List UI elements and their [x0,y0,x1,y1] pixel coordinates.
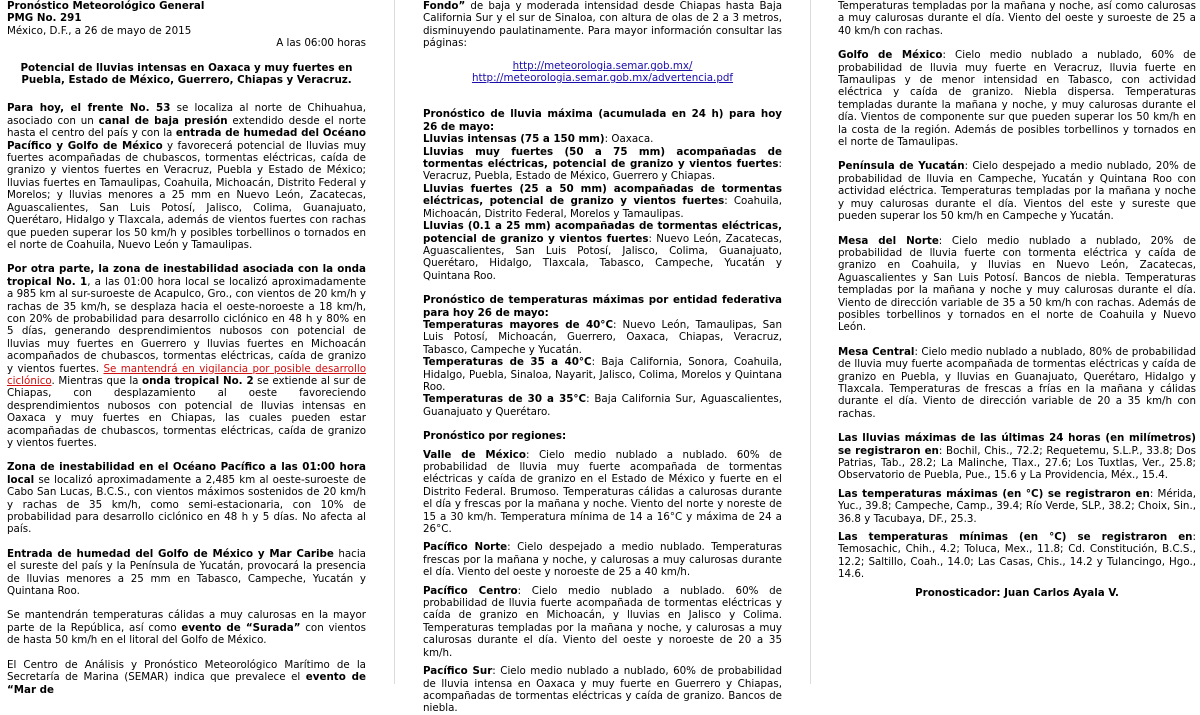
forecaster-signature: Pronosticador: Juan Carlos Ayala V. [915,586,1119,599]
doc-header-line-2: PMG No. 291 [7,12,82,25]
temp-item-35-40: Temperaturas de 35 a 40°C: Baja California, Sonora, Coahuila, Hidalgo, Puebla, Sinaloa, Nayarit, Jalisco, Colima, Morelos y Quintana Roo. [423,356,782,393]
rain-item-intense: Lluvias intensas (75 a 150 mm): Oaxaca. [423,133,654,146]
region-pacifico-norte: Pacífico Norte: Cielo despejado a medio nublado. Temperaturas frescas por la mañana y noche, y calurosas a muy calurosas durante el día. Viento del oeste y noroeste de 25 a 40 km/h. [423,541,782,579]
doc-date: México, D.F., a 26 de mayo de 2015 [7,24,192,37]
paragraph-front: Para hoy, el frente No. 53 se localiza al norte de Chihuahua, asociado con un canal de baja presión extendido desde el norte hasta el centro del país y con la entrada de humedad del Océano Pacífico y Golfo de México y favorecerá potencial de lluvias muy fuertes acompañadas de chubascos, tormentas eléctricas, caída de granizo y vientos fuertes en Veracruz, Puebla y Estado de México; lluvias fuertes en Tamaulipas, Coahuila, Michoacán, Distrito Federal y Morelos; y lluvias menores a 25 mm en Nuevo León, Zacatecas, Aguascalientes, San Luis Potosí, Jalisco, Colima, Guanajuato, Querétaro, Hidalgo y Tlaxcala, además de vientos fuertes con rachas que pueden superar los 50 km/h y posibles torbellinos o tornados en el norte de Coahuila, Nuevo León y Tamaulipas. [7,102,366,251]
rain-forecast-title: Pronóstico de lluvia máxima (acumulada en 24 h) para hoy 26 de mayo: [423,108,782,133]
observed-min-temp: Las temperaturas mínimas (en °C) se registraron en: Temosachic, Chih., 4.2; Toluca, Mex., 11.8; Cd. Constitución, B.C.S., 12.2; Saltillo, Coah., 14.0; Las Casas, Chis., 14.2 y Tulancingo, Hgo., 14.6. [838,531,1196,581]
column-1 [7,0,367,696]
region-golfo-de-mexico: Golfo de México: Cielo medio nublado a nublado, 60% de probabilidad de lluvia muy fuerte en Veracruz, lluvia fuerte en Tamaulipas y de menor intensidad en Tabasco, con actividad eléctrica y caída de granizo. Niebla dispersa. Temperaturas templadas durante la mañana y noche, y muy calurosas durante el día. Vientos de componente sur que pueden superar los 50 km/h en la costa de la región. Además de posibles torbellinos y tornados en el norte de Tamaulipas. [838,49,1196,149]
rain-item-very-strong: Lluvias muy fuertes (50 a 75 mm) acompañadas de tormentas eléctricas, potencial de granizo y vientos fuertes: Veracruz, Puebla, Estado de México, Guerrero y Chiapas. [423,145,782,183]
region-mesa-central: Mesa Central: Cielo medio nublado a nublado, 80% de probabilidad de lluvia muy fuerte acompañada de tormentas eléctricas y caída de granizo en Puebla, y lluvias en Guanajuato, Querétaro, Hidalgo y Tlaxcala. Temperaturas de frescas a frías en la mañana y cálidas durante el día. Viento de dirección variable de 20 a 35 km/h con rachas. [838,345,1196,420]
column-3 [838,0,1196,684]
region-pacifico-sur: Pacífico Sur: Cielo medio nublado a nublado, 60% de probabilidad de lluvia intensa en Oaxaca y muy fuerte en Guerrero y Chiapas, acompañadas de tormentas eléctricas y caída de granizo. Bancos de niebla. [423,665,783,715]
doc-title: Potencial de lluvias intensas en Oaxaca y muy fuertes en Puebla, Estado de México, Guerrero, Chiapas y Veracruz. [20,61,353,87]
paragraph-semar-cont: Fondo” de baja y moderada intensidad desde Chiapas hasta Baja California Sur y el sur de Sinaloa, con altura de olas de 2 a 3 metros, disminuyendo paulatinamente. Para mayor información consultar las páginas: [423,0,782,50]
temp-item-over-40: Temperaturas mayores de 40°C: Nuevo León, Tamaulipas, San Luis Potosí, Michoacán, Guerrero, Oaxaca, Chiapas, Veracruz, Tabasco, Campeche y Yucatán. [423,318,782,356]
rain-item-strong: Lluvias fuertes (25 a 50 mm) acompañadas de tormentas eléctricas, potencial de granizo y vientos fuertes: Coahuila, Michoacán, Distrito Federal, Morelos y Tamaulipas. [423,182,782,220]
region-mesa-del-norte: Mesa del Norte: Cielo medio nublado a nublado, 20% de probabilidad de lluvia fuerte con tormenta eléctrica y caída de granizo en Coahuila, y lluvias en Nuevo León, Zacatecas, Aguascalientes y San Luis Potosí. Bancos de niebla. Temperaturas templadas por la mañana y noche y muy calurosas durante el día. Viento de dirección variable de 35 a 50 km/h con rachas. Además de posibles torbellinos y tornados en el norte de Coahuila y Nuevo León. [838,234,1196,334]
rain-item-light: Lluvias (0.1 a 25 mm) acompañadas de tormentas eléctricas, potencial de granizo y vientos fuertes: Nuevo León, Zacatecas, Aguascalientes, San Luis Potosí, Jalisco, Colima, Guanajuato, Querétaro, Hidalgo, Tlaxcala, Tabasco, Campeche, Yucatán y Quintana Roo. [423,220,782,282]
temp-forecast-title: Pronóstico de temperaturas máximas por entidad federativa para hoy 26 de mayo: [423,294,782,319]
column-2 [423,0,783,715]
observed-max-temp: Las temperaturas máximas (en °C) se registraron en: Mérida, Yuc., 39.8; Campeche, Camp., 39.4; Río Verde, SLP., 38.2; Choix, Sin., 36.8 y Tacubaya, DF., 25.3. [838,487,1196,525]
paragraph-gulf-humidity: Entrada de humedad del Golfo de México y Mar Caribe hacia el sureste del país y la Península de Yucatán, provocará la presencia de lluvias menores a 25 mm en Tabasco, Campeche, Yucatán y Quintana Roo. [7,547,366,598]
observed-max-rain: Las lluvias máximas de las últimas 24 horas (en milímetros) se registraron en: Bochil, Chis., 72.2; Requetemu, S.L.P., 33.8; Dos Patrias, Tab., 28.2; La Malinche, Tlax., 27.6; Los Tuxtlas, Ver., 25.8; Observatorio de Puebla, Pue., 15.6 y La Providencia, Méx., 15.4. [838,432,1196,482]
regions-title: Pronóstico por regiones: [423,430,567,443]
region-valle-de-mexico: Valle de México: Cielo medio nublado a nublado. 60% de probabilidad de lluvia muy fuerte acompañada de tormentas eléctricas y caída de granizo en el Estado de México y fuerte en el Distrito Federal. Brumoso. Temperaturas cálidas a calurosas durante el día y frescas por la mañana y noche. Viento del norte y noreste de 15 a 30 km/h. Temperatura mínima de 14 a 16°C y máxima de 24 a 26°C. [423,448,782,536]
link-semar-advertencia[interactable]: http://meteorologia.semar.gob.mx/advertencia.pdf [471,72,734,85]
paragraph-tropical-wave: Por otra parte, la zona de inestabilidad asociada con la onda tropical No. 1, a las 01:00 hora local se localizó aproximadamente a 985 km al sur-suroeste de Acapulco, Gro., con vientos de 20 km/h y rachas de 35 km/h, se desplaza hacia el oeste-noroeste a 18 km/h, con 20% de probabilidad para desarrollo ciclónico en 48 h y 80% en 5 días, generando desprendimientos nubosos con potencial de lluvias muy fuertes en Guerrero y lluvias fuertes en Michoacán acompañados de chubascos, tormentas eléctricas, caída de granizo y vientos fuertes. Se mantendrá en vigilancia por posible desarrollo ciclónico. Mientras que la onda tropical No. 2 se extiende al sur de Chiapas, con desplazamiento al oeste favoreciendo desprendimientos nubosos con potencial de lluvias intensas en Oaxaca y muy fuertes en Chiapas, las cuales pueden estar acompañadas de chubascos, tormentas eléctricas, caída de granizo y vientos fuertes. [7,263,367,449]
doc-time: A las 06:00 horas [276,37,366,50]
links-block [423,60,782,85]
column-divider-2 [810,0,811,684]
vigilance-notice: Se mantendrá en vigilancia por posible desarrollo ciclónico [7,362,366,387]
paragraph-semar: El Centro de Análisis y Pronóstico Meteorológico Marítimo de la Secretaría de Marina (SEMAR) indica que prevalece el evento de “Mar de [7,658,366,696]
doc-header-line-1: Pronóstico Meteorológico General [7,0,205,12]
paragraph-temperatures: Se mantendrán temperaturas cálidas a muy calurosas en la mayor parte de la República, así como evento de “Surada” con vientos de hasta 50 km/h en el litoral del Golfo de México. [7,609,366,647]
region-pacifico-centro: Pacífico Centro: Cielo medio nublado a nublado. 60% de probabilidad de lluvia fuerte acompañada de tormentas eléctricas y caída de granizo en Michoacán, y lluvias en Jalisco y Colima. Temperaturas templadas por la mañana y noche, y calurosas a muy calurosas durante el día. Viento del oeste y noroeste de 20 a 35 km/h. [423,584,782,659]
region-pacifico-sur-cont: Temperaturas templadas por la mañana y noche, así como calurosas a muy calurosas durante el día. Viento del oeste y suroeste de 25 a 40 km/h con rachas. [838,0,1196,37]
link-semar[interactable]: http://meteorologia.semar.gob.mx/ [512,59,693,72]
column-divider-1 [394,0,395,684]
region-peninsula-yucatan: Península de Yucatán: Cielo despejado a medio nublado, 20% de probabilidad de lluvia en Campeche, Yucatán y Quintana Roo con actividad eléctrica. Temperaturas templadas por la mañana y noche y muy calurosas durante el día. Vientos del este y sureste que pueden superar los 50 km/h en Campeche y Yucatán. [838,160,1196,223]
temp-item-30-35: Temperaturas de 30 a 35°C: Baja California Sur, Aguascalientes, Guanajuato y Querétaro. [423,393,782,418]
paragraph-pacific-zone: Zona de inestabilidad en el Océano Pacífico a las 01:00 hora local se localizó aproximadamente a 2,485 km al oeste-suroeste de Cabo San Lucas, B.C.S., con vientos máximos sostenidos de 20 km/h y rachas de 35 km/h, como semi-estacionaria, con 10% de probabilidad para desarrollo ciclónico en 48 h y 5 días. No afecta al país. [7,461,366,536]
